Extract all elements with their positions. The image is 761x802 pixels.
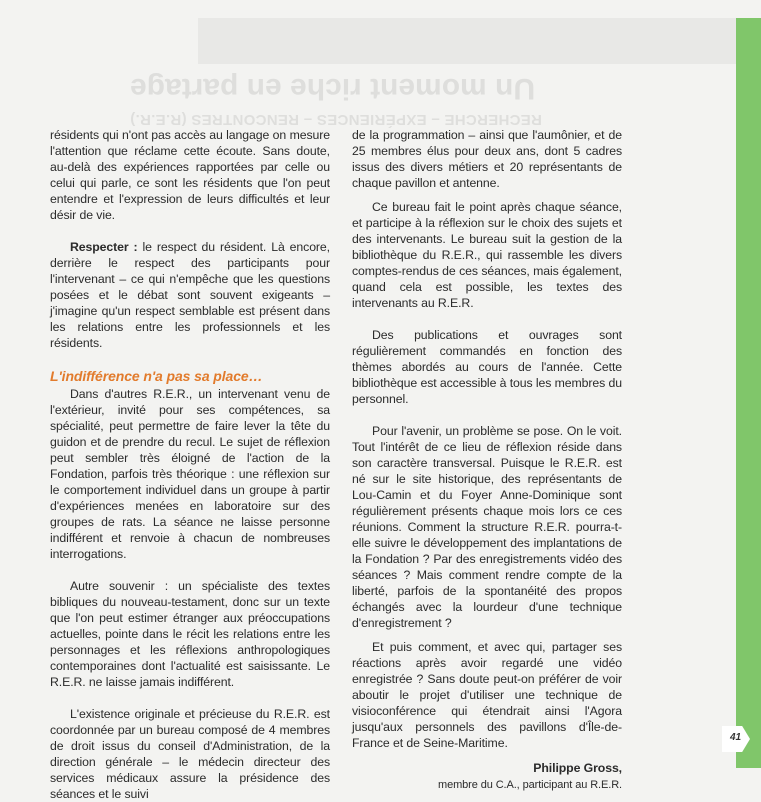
paragraph: résidents qui n'ont pas accès au langage on mesure l'attention que réclame cette écoute. Sans doute, au-delà des expériences rapportées par celle ou celui qui parle, ce sont les résidents que l'on peut entendre et l'expression de leurs difficultés et leur désir de vie. xyxy=(50,128,330,222)
show-through-header xyxy=(130,58,550,128)
section-title: L'indifférence n'a pas sa place… xyxy=(50,368,263,384)
left-column xyxy=(50,127,330,802)
ghost-kicker: RECHERCHE – EXPÉRIENCES – RENCONTRES (R.E.R.) xyxy=(130,111,542,128)
lead-word: Respecter : xyxy=(70,240,138,254)
paragraph: Dans d'autres R.E.R., un intervenant venu de l'extérieur, invité pour ses compétences, sa spécialité, peut permettre de faire lever la tête du guidon et de prendre du recul. Le sujet de réflexion peut sembler très éloigné de l'action de la Fondation, parfois très théorique : une réflexion sur le comportement individuel dans un groupe à partir d'expériences menées en laboratoire sur des groupes de rats. La séance ne laisse personne indifférent et renvoie à chacun de nombreuses interrogations. xyxy=(50,387,330,561)
right-column xyxy=(352,127,622,793)
page-number: 41 xyxy=(730,732,742,743)
paragraph: Autre souvenir : un spécialiste des textes bibliques du nouveau-testament, donc sur un texte que l'on peut estimer étranger aux préoccupations actuelles, pointe dans le récit les relations entre les personnages et les réflexions anthropologiques contemporaines dont l'actualité est saisissante. Le R.E.R. ne laisse jamais indifférent. xyxy=(50,579,330,689)
signature-role: membre du C.A., participant au R.E.R. xyxy=(438,779,622,791)
paragraph: Pour l'avenir, un problème se pose. On le voit. Tout l'intérêt de ce lieu de réflexion réside dans son caractère transversal. Puisque le R.E.R. est né sur le site historique, des représentants de Lou-Camin et du Foyer Anne-Dominique sont régulièrement présents chaque mois lors ce ces réunions. Comment la structure R.E.R. pourra-t-elle suivre le développement des implantations de la Fondation ? Par des enregistrements vidéo des séances ? Mais comment rendre compte de la liberté, parfois de la spontanéité des propos échangés avec la lourdeur d'une technique d'enregistrement ? xyxy=(352,424,622,630)
ghost-title: Un moment riche en partage xyxy=(130,72,536,105)
paragraph-respecter xyxy=(50,239,330,351)
paragraph-body: le respect du résident. Là encore, derrière le respect des participants pour l'intervenant – ce qui n'empêche que les questions posées et le débat sont souvent exigeants – j'imagine qu'un respect semblable est présent dans les relations entre les professionnels et les résidents. xyxy=(50,240,330,350)
margin-color-bar xyxy=(736,18,761,768)
paragraph: Ce bureau fait le point après chaque séance, et participe à la réflexion sur le choix des sujets et des intervenants. Le bureau suit la gestion de la bibliothèque du R.E.R., qui rassemble les divers comptes-rendus de ces séances, mais également, quand cela est possible, les textes des intervenants au R.E.R. xyxy=(352,200,622,310)
paragraph: de la programmation – ainsi que l'aumônier, et de 25 membres élus pour deux ans, dont 5 cadres issus des divers métiers et 20 représentants de chaque pavillon et antenne. xyxy=(352,128,622,190)
paragraph: Des publications et ouvrages sont régulièrement commandés en fonction des thèmes abordés au cours de l'année. Cette bibliothèque est accessible à tous les membres du personnel. xyxy=(352,328,622,406)
signature-name: Philippe Gross, xyxy=(533,761,622,775)
paragraph: Et puis comment, et avec qui, partager ses réactions après avoir regardé une vidéo enregistrée ? Sans doute peut-on préférer de voir aboutir le projet d'utiliser une technique de visioconférence qui étendrait ainsi l'Agora jusqu'aux personnels des pavillons d'Île-de-France et de Seine-Maritime. xyxy=(352,640,622,750)
paragraph: L'existence originale et précieuse du R.E.R. est coordonnée par un bureau composé de 4 membres de droit issus du conseil d'Administration, de la direction générale – le médecin directeur des services médicaux assure la présidence des séances et le suivi xyxy=(50,707,330,801)
